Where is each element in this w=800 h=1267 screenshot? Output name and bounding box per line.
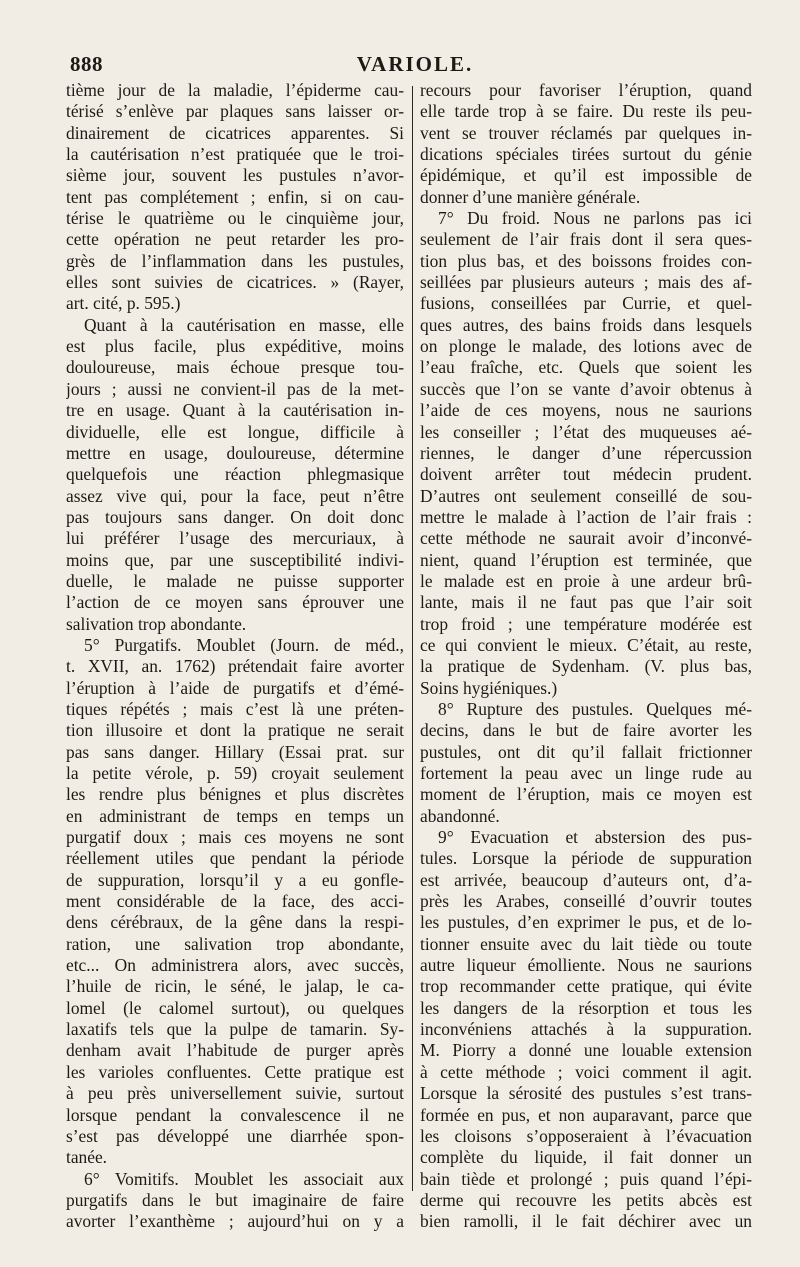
column-divider	[412, 86, 413, 1191]
text-line: 8° Rupture des pustules. Quelques mé-	[438, 698, 752, 719]
text-line: succès que l’on se vante d’avoir obtenus à	[420, 378, 752, 399]
text-line: 7° Du froid. Nous ne parlons pas ici	[438, 208, 752, 229]
text-line: elle tarde trop à se faire. Du reste ils peu-	[420, 101, 752, 122]
text-line: est plus facile, plus expéditive, moins	[66, 336, 404, 357]
text-line: Soins hygiéniques.)	[420, 677, 558, 698]
text-line: M. Piorry a donné une louable extension	[420, 1040, 752, 1061]
text-line: derme qui recouvre les petits abcès est	[420, 1189, 752, 1210]
text-line: ques autres, des bains froids dans lesquels	[420, 314, 752, 335]
text-line: est arrivée, beaucoup d’auteurs ont, d’a-	[420, 869, 752, 890]
text-line: les dangers de la résorption et tous les	[420, 997, 752, 1018]
text-line: dividuelle, elle est longue, difficile à	[66, 421, 404, 442]
text-line: bain tiède et prolongé ; puis quand l’épi-	[420, 1168, 752, 1189]
text-line: purgatif doux ; mais ces moyens ne sont	[66, 827, 404, 848]
text-line: tion plus bas, et des boissons froides con-	[420, 250, 752, 271]
text-line: riennes, le danger d’une répercussion	[420, 442, 752, 463]
text-line: tanée.	[66, 1147, 108, 1168]
text-line: recours pour favoriser l’éruption, quand	[420, 80, 752, 100]
text-line: etc... On administrera alors, avec succès,	[66, 955, 404, 976]
text-line: lante, mais il ne faut pas que l’air soit	[420, 592, 752, 613]
text-line: grès de l’inflammation dans les pustules,	[66, 250, 404, 271]
text-line: cette opération ne peut retarder les pro-	[66, 229, 404, 250]
text-line: l’eau fraîche, etc. Quels que soient les	[420, 357, 752, 378]
text-line: 5° Purgatifs. Moublet (Journ. de méd.,	[84, 634, 404, 655]
text-line: laxatifs tels que la pulpe de tamarin. Sy-	[66, 1019, 404, 1040]
page-number: 888	[70, 52, 103, 76]
text-line: les cloisons s’opposeraient à l’évacuation	[420, 1125, 752, 1146]
text-line: dens cérébraux, de la gêne dans la respi-	[66, 912, 404, 933]
text-line: lui préférer l’usage des mercuriaux, à	[66, 528, 404, 549]
text-line: lomel (le calomel surtout), ou quelques	[66, 997, 404, 1018]
text-line: decins, dans le but de faire avorter les	[420, 720, 752, 741]
text-line: quelquefois une réaction phlegmasique	[66, 464, 404, 485]
text-line: sième jour, souvent les pustules n’avor-	[66, 165, 404, 186]
text-line: moment de l’éruption, mais ce moyen est	[420, 784, 752, 805]
text-line: la cautérisation n’est pratiquée que le troi-	[66, 144, 404, 165]
running-title: VARIOLE.	[356, 52, 474, 76]
text-line: térisé s’enlève par plaques sans laisser or-	[66, 101, 404, 122]
text-line: l’éruption à l’aide de purgatifs et d’émé-	[66, 677, 404, 698]
text-line: 9° Evacuation et abstersion des pus-	[438, 827, 752, 848]
text-line: mettre le malade à l’action de l’air frais :	[420, 506, 752, 527]
text-line: les rendre plus bénignes et plus discrètes	[66, 784, 404, 805]
text-line: dinairement de cicatrices apparentes. Si	[66, 122, 404, 143]
text-line: tionner ensuite avec du lait tiède ou toute	[420, 933, 752, 954]
text-line: tion illusoire et dont la pratique ne serait	[66, 720, 404, 741]
text-line: ration, une salivation trop abondante,	[66, 933, 404, 954]
text-line: jours ; aussi ne convient-il pas de la met-	[66, 378, 404, 399]
text-line: à cette méthode ; voici comment il agit.	[420, 1061, 752, 1082]
text-line: de suppuration, lorsqu’il y a eu gonfle-	[66, 869, 404, 890]
text-line: tules. Lorsque la période de suppuration	[420, 848, 752, 869]
left-text-column	[66, 80, 404, 1233]
text-line: térise le quatrième ou le cinquième jour,	[66, 208, 404, 229]
text-line: tre en usage. Quant à la cautérisation in-	[66, 400, 404, 421]
text-line: la petite vérole, p. 59) croyait seulement	[66, 763, 404, 783]
text-line: s’est pas développé une diarrhée spon-	[66, 1125, 404, 1146]
text-line: épidémique, et qu’il est impossible de	[420, 165, 752, 186]
text-line: seillées par plusieurs auteurs ; mais des af-	[420, 272, 752, 293]
text-line: seulement de l’air frais dont il sera ques-	[420, 229, 752, 250]
text-line: tiques répétés ; mais c’est là une préten-	[66, 698, 404, 719]
text-line: lorsque pendant la convalescence il ne	[66, 1104, 404, 1125]
text-line: fusions, conseillées par Currie, et quel-	[420, 293, 752, 314]
text-line: 6° Vomitifs. Moublet les associait aux	[84, 1168, 404, 1189]
text-line: trop froid ; une température modérée est	[420, 613, 752, 634]
text-line: réellement utiles que pendant la période	[66, 848, 404, 869]
text-line: en administrant de temps en temps un	[66, 805, 404, 826]
text-line: la pratique de Sydenham. (V. plus bas,	[420, 656, 752, 677]
text-line: purgatifs dans le but imaginaire de faire	[66, 1189, 404, 1210]
text-line: les varioles confluentes. Cette pratique est	[66, 1061, 404, 1082]
text-line: près les Arabes, conseillé d’ouvrir toutes	[420, 891, 752, 912]
text-line: ment considérable de la face, des acci-	[66, 891, 404, 912]
text-line: trop recommander cette pratique, qui évite	[420, 976, 752, 997]
text-line: D’autres ont seulement conseillé de sou-	[420, 485, 752, 506]
text-line: moins que, par une susceptibilité indivi-	[66, 549, 404, 570]
text-line: le malade est en proie à une ardeur brû-	[420, 570, 752, 591]
text-line: salivation trop abondante.	[66, 613, 247, 634]
text-line: cette méthode ne saurait avoir d’inconvé-	[420, 528, 752, 549]
text-line: complète du liquide, il fait donner un	[420, 1147, 752, 1168]
text-line: pustules, ont dit qu’il fallait frictionner	[420, 741, 752, 762]
text-line: les conseiller ; l’état des muqueuses aé-	[420, 421, 752, 442]
text-line: à peu près universellement suivie, surtout	[66, 1083, 404, 1104]
text-line: assez vive qui, pour la face, peut n’être	[66, 485, 404, 506]
text-line: l’aide de ces moyens, nous ne saurions	[420, 400, 752, 421]
text-line: inconvéniens attachés à la suppuration.	[420, 1019, 752, 1040]
text-line: les pustules, d’en exprimer le pus, et de lo-	[420, 912, 752, 933]
text-line: fortement la peau avec un linge rude au	[420, 763, 752, 783]
text-line: donner d’une manière générale.	[420, 186, 641, 207]
text-line: elles sont suivies de cicatrices. » (Rayer,	[66, 272, 404, 293]
text-line: dications spéciales tirées surtout du génie	[420, 144, 752, 165]
text-line: tent pas complétement ; enfin, si on cau-	[66, 186, 404, 207]
text-line: abandonné.	[420, 805, 500, 826]
text-line: denham avait l’habitude de purger après	[66, 1040, 404, 1061]
text-line: t. XVII, an. 1762) prétendait faire avorter	[66, 656, 404, 677]
text-line: douloureuse, mais échoue presque tou-	[66, 357, 404, 378]
text-line: nient, quand l’éruption est terminée, que	[420, 549, 752, 570]
text-line: l’huile de ricin, le séné, le jalap, le ca-	[66, 976, 404, 997]
text-line: art. cité, p. 595.)	[66, 293, 181, 314]
text-line: on plonge le malade, des lotions avec de	[420, 336, 752, 357]
page-header	[70, 52, 760, 82]
text-line: duelle, le malade ne puisse supporter	[66, 570, 404, 591]
text-line: pas toujours sans danger. On doit donc	[66, 506, 404, 527]
text-line: autre liqueur émolliente. Nous ne saurions	[420, 955, 752, 976]
text-line: mettre en usage, douloureuse, détermine	[66, 442, 404, 463]
text-line: Quant à la cautérisation en masse, elle	[84, 314, 404, 335]
text-line: formée en pus, et non auparavant, parce que	[420, 1104, 752, 1125]
right-text-column	[420, 80, 752, 1233]
text-line: bien ramolli, il le fait déchirer avec un	[420, 1211, 752, 1232]
text-line: Lorsque la sérosité des pustules s’est trans-	[420, 1083, 752, 1104]
text-line: doivent arrêter tout médecin prudent.	[420, 464, 752, 485]
text-line: ce qui convient le mieux. C’était, au reste,	[420, 634, 752, 655]
text-line: l’action de ce moyen sans éprouver une	[66, 592, 404, 613]
text-line: vent se trouver réclamés par quelques in-	[420, 122, 752, 143]
text-line: pas sans danger. Hillary (Essai prat. sur	[66, 741, 404, 762]
text-line: avorter l’exanthème ; aujourd’hui on y a	[66, 1211, 404, 1232]
text-line: tième jour de la maladie, l’épiderme cau-	[66, 80, 404, 100]
